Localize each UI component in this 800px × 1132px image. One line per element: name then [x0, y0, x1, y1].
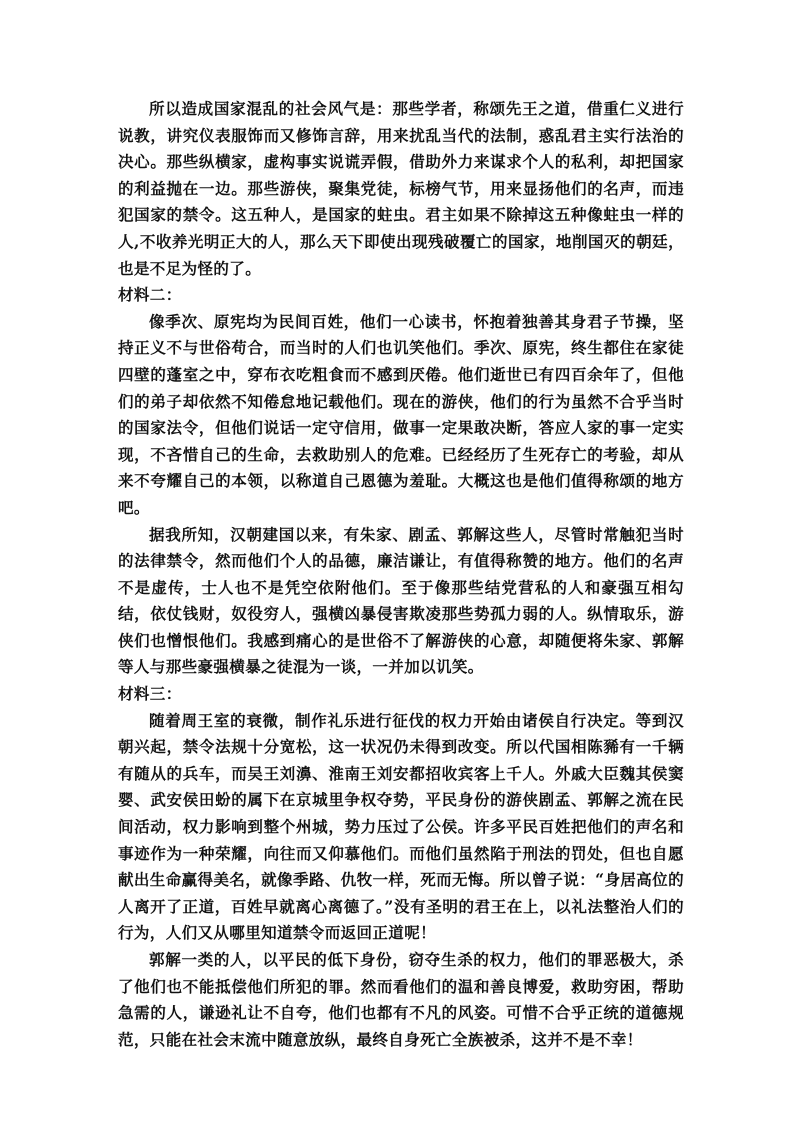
paragraph-material-three-a: 随着周王室的衰微，制作礼乐进行征伐的权力开始由诸侯自行决定。等到汉朝兴起，禁令法规十分宽松，这一状况仍未得到改变。所以代国相陈豨有一千辆有随从的兵车，而吴王刘濞、淮南王刘安都招收宾客上千人。外戚大臣魏其侯窦婴、武安侯田蚡的属下在京城里争权夺势，平民身份的游侠剧孟、郭解之流在民间活动，权力影响到整个州城，势力压过了公侯。许多平民百姓把他们的声名和事迹作为一种荣耀，向往而又仰慕他们。而他们虽然陷于刑法的罚处，但也自愿献出生命赢得美名，就像季路、仇牧一样，死而无悔。所以曾子说：“身居高位的人离开了正道，百姓早就离心离德了。”没有圣明的君王在上，以礼法整治人们的行为，人们又从哪里知道禁令而返回正道呢！ — [118, 710, 684, 943]
paragraph-material-three-b: 郭解一类的人，以平民的低下身份，窃夺生杀的权力，他们的罪恶极大，杀了他们也不能抵偿他们所犯的罪。然而看他们的温和善良博爱，救助穷困，帮助急需的人，谦逊礼让不自夸，他们也都有不凡的风姿。可惜不合乎正统的道德规范，只能在社会末流中随意放纵，最终自身死亡全族被杀，这并不是不幸！ — [118, 950, 684, 1049]
paragraph-intro: 所以造成国家混乱的社会风气是：那些学者，称颂先王之道，借重仁义进行说教，讲究仪表服饰而又修饰言辞，用来扰乱当代的法制，惑乱君主实行法治的决心。那些纵横家，虚构事实说谎弄假，借助外力来谋求个人的私利，却把国家的利益抛在一边。那些游侠，聚集党徒，标榜气节，用来显扬他们的名声，而违犯国家的禁令。这五种人，是国家的蛀虫。君主如果不除掉这五种像蛀虫一样的人,不收养光明正大的人，那么天下即使出现残破覆亡的国家，地削国灭的朝廷，也是不足为怪的了。 — [118, 99, 684, 278]
paragraph-material-two-a: 像季次、原宪均为民间百姓，他们一心读书，怀抱着独善其身君子节操，坚持正义不与世俗苟合，而当时的人们也讥笑他们。季次、原宪，终生都住在家徒四壁的蓬室之中，穿布衣吃粗食而不感到厌倦。他们逝世已有四百余年了，但他们的弟子却依然不知倦怠地记载他们。现在的游侠，他们的行为虽然不合乎当时的国家法令，但他们说话一定守信用，做事一定果敢决断，答应人家的事一定实现，不吝惜自己的生命，去救助别人的危难。已经经历了生死存亡的考验，却从来不夸耀自己的本领，以称道自己恩德为羞耻。大概这也是他们值得称颂的地方吧。 — [118, 311, 684, 517]
heading-material-three: 材料三： — [118, 684, 182, 704]
document-page — [118, 96, 684, 1053]
heading-material-two: 材料二： — [118, 285, 182, 305]
paragraph-material-two-b: 据我所知，汉朝建国以来，有朱家、剧孟、郭解这些人，尽管时常触犯当时的法律禁令，然而他们个人的品德，廉洁谦让，有值得称赞的地方。他们的名声不是虚传，士人也不是凭空依附他们。至于像那些结党营私的人和豪强互相勾结，依仗钱财，奴役穷人，强横凶暴侵害欺凌那些势孤力弱的人。纵情取乐，游侠们也憎恨他们。我感到痛心的是世俗不了解游侠的心意，却随便将朱家、郭解等人与那些豪强横暴之徒混为一谈，一并加以讥笑。 — [118, 524, 684, 677]
